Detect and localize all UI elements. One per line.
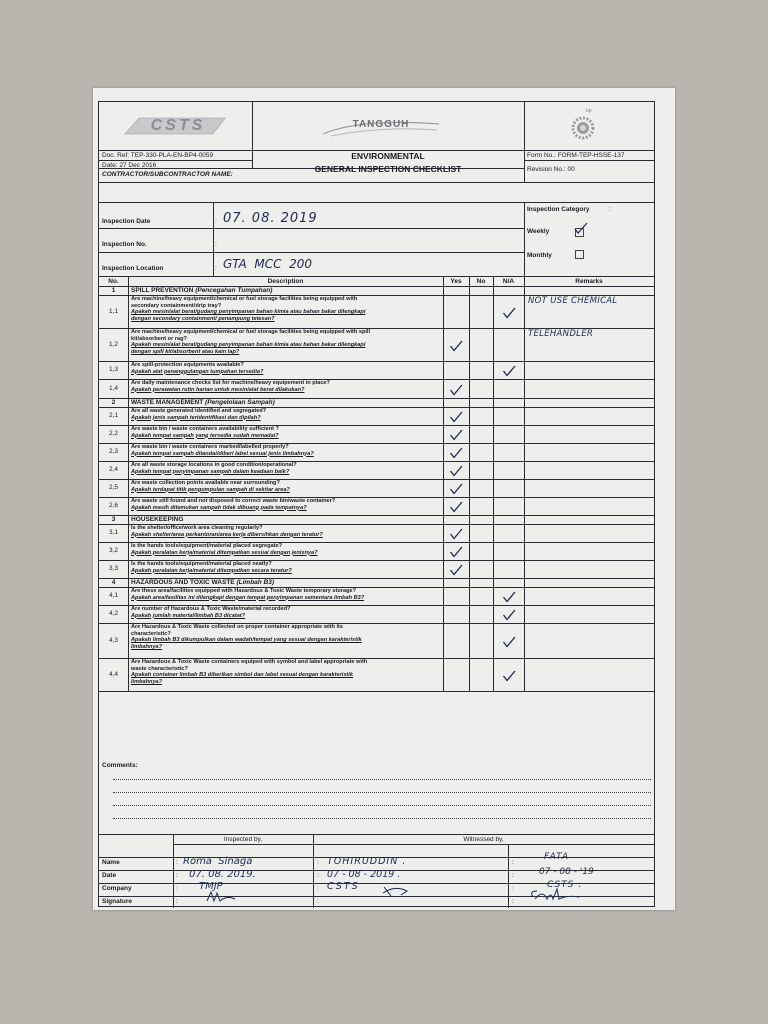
- na-cell[interactable]: [493, 605, 524, 623]
- colon: :: [176, 872, 178, 879]
- section-title: [131, 287, 272, 295]
- no-cell[interactable]: [469, 587, 493, 605]
- check-mark-icon: [449, 339, 461, 349]
- form-title-line2: GENERAL INSPECTION CHECKLIST: [314, 164, 462, 174]
- item-description-id: Apakah alat penanggulangan tumpahan tersedia?: [131, 368, 264, 375]
- colon: :: [512, 859, 514, 866]
- check-mark-icon: [502, 364, 514, 374]
- yes-cell[interactable]: [443, 407, 469, 425]
- item-description: [131, 498, 441, 511]
- company-label: Company: [102, 885, 132, 892]
- section-title-en: HAZARDOUS AND TOXIC WASTE: [131, 579, 235, 586]
- section-row: [99, 578, 654, 587]
- checklist-sheet: [93, 88, 675, 910]
- row-number: 4,4: [108, 670, 119, 678]
- section-title: [131, 399, 275, 407]
- item-description-en: Are these area/facilities equipped with Hazardous & Toxic Waste temporary storage?: [131, 588, 357, 594]
- checklist-row: [99, 461, 654, 479]
- inspector-name[interactable]: Roma Sinaga: [183, 856, 253, 867]
- yes-cell[interactable]: [443, 524, 469, 542]
- colon: :: [176, 885, 178, 892]
- row-number: 2,5: [108, 484, 119, 492]
- na-cell[interactable]: [493, 560, 524, 578]
- bp-helios-icon: [566, 108, 600, 142]
- weekly-check-mark: [573, 221, 589, 235]
- row-number: 2,3: [108, 448, 119, 456]
- item-description-id: dengan secondary containment/ penampung tetesan?: [131, 315, 275, 322]
- checklist-row: [99, 425, 654, 443]
- yes-cell[interactable]: [443, 587, 469, 605]
- item-description-id: Apakah limbah B3 dikumpulkan dalam wadah/tempat yang sesuai dengan karakteristik: [131, 637, 362, 644]
- section-row: [99, 515, 654, 524]
- item-description: [131, 462, 441, 475]
- row-number: 1,3: [108, 366, 119, 374]
- row-number: 1,1: [108, 307, 119, 315]
- column-header-na: N/A: [502, 277, 515, 285]
- revision-number: Revision No.: 00: [527, 166, 575, 173]
- item-description-id: Apakah terdapat titik pengumpulan sampah di sekitar area?: [131, 486, 290, 493]
- item-description-id: Apakah mesin/alat berat/gudang penyimpanan bahan kimia atau bahan bakar dilengkapi: [131, 342, 366, 349]
- contractor-label: CONTRACTOR/SUBCONTRACTOR NAME:: [102, 171, 233, 178]
- check-mark-icon: [449, 545, 461, 555]
- na-cell[interactable]: [493, 479, 524, 497]
- column-header-description: Description: [267, 277, 304, 285]
- yes-cell[interactable]: [443, 623, 469, 658]
- inspection-number-label: Inspection No.: [102, 241, 147, 248]
- row-number: 3,2: [108, 547, 119, 555]
- yes-cell[interactable]: [443, 328, 469, 361]
- inspection-location-label: Inspection Location: [102, 265, 164, 272]
- no-cell[interactable]: [469, 361, 493, 379]
- remarks-cell[interactable]: TELEHANDLER: [528, 329, 594, 339]
- item-description: [131, 561, 441, 574]
- witness1-signature[interactable]: [381, 883, 411, 899]
- no-cell[interactable]: [469, 425, 493, 443]
- check-mark-icon: [449, 410, 461, 420]
- item-description-en: kit/absorbent or rag?: [131, 335, 187, 342]
- row-number: 2,6: [108, 502, 119, 510]
- no-cell[interactable]: [469, 407, 493, 425]
- item-description: [131, 380, 441, 393]
- item-description-id: Apakah tempat sampah yang tersedia sudah memadai?: [131, 432, 279, 439]
- colon: :: [317, 898, 319, 905]
- monthly-label: Monthly: [527, 252, 552, 259]
- remarks-cell[interactable]: NOT USE CHEMICAL: [528, 296, 618, 306]
- item-description: [131, 296, 441, 322]
- na-cell[interactable]: [493, 295, 524, 328]
- yes-cell[interactable]: [443, 560, 469, 578]
- inspection-date-colon: :: [215, 218, 217, 225]
- no-cell[interactable]: [469, 443, 493, 461]
- witness2-company[interactable]: CSTS .: [547, 880, 583, 890]
- no-cell[interactable]: [469, 379, 493, 398]
- item-description-id: Apakah tempat penyimpanan sampah dalam keadaan baik?: [131, 468, 290, 475]
- item-description: [131, 408, 441, 421]
- yes-cell[interactable]: [443, 605, 469, 623]
- na-cell[interactable]: [493, 587, 524, 605]
- na-cell[interactable]: [493, 658, 524, 691]
- check-mark-icon: [449, 428, 461, 438]
- yes-cell[interactable]: [443, 443, 469, 461]
- yes-cell[interactable]: [443, 461, 469, 479]
- row-number: 1: [111, 286, 116, 294]
- check-mark-icon: [449, 500, 461, 510]
- yes-cell[interactable]: [443, 542, 469, 560]
- checklist-form: [98, 101, 655, 907]
- item-description: [131, 480, 441, 493]
- colon: :: [317, 872, 319, 879]
- check-mark-icon: [449, 563, 461, 573]
- na-cell[interactable]: [493, 425, 524, 443]
- section-title-en: SPILL PREVENTION: [131, 287, 194, 294]
- row-number: 1,2: [108, 340, 119, 348]
- section-row: [99, 286, 654, 295]
- na-cell[interactable]: [493, 524, 524, 542]
- inspection-number-colon: :: [215, 241, 217, 248]
- section-title-en: HOUSEKEEPING: [131, 516, 184, 523]
- checklist-row: [99, 524, 654, 542]
- section-title-id: (Pencegahan Tumpahan): [195, 287, 273, 294]
- comment-line-3[interactable]: [113, 805, 651, 806]
- form-number: Form No.: FORM-TEP-HSSE-137: [527, 152, 625, 159]
- colon: :: [176, 898, 178, 905]
- inspector-date[interactable]: 07. 08. 2019.: [189, 869, 256, 880]
- doc-date: Date: 27 Dec 2016: [102, 161, 157, 169]
- item-description-en: Are daily maintenance checks list for machine/heavy equipement in place?: [131, 380, 330, 386]
- item-description-id: limbahnya?: [131, 678, 163, 685]
- no-cell[interactable]: [469, 524, 493, 542]
- row-number: 3,3: [108, 565, 119, 573]
- inspection-category-label: Inspection Category: [527, 206, 590, 213]
- item-description: [131, 444, 441, 457]
- item-description-en: Is the shelter/office/work area cleaning regularly?: [131, 525, 263, 531]
- item-description-id: Apakah container limbah B3 diberikan simbol dan label sesuai dengan karakteristik: [131, 672, 353, 679]
- check-mark-icon: [502, 306, 514, 316]
- yes-cell[interactable]: [443, 425, 469, 443]
- form-title-line1: ENVIRONMENTAL: [351, 151, 425, 161]
- no-cell[interactable]: [469, 328, 493, 361]
- row-number: 2,1: [108, 412, 119, 420]
- inspection-location-colon: :: [215, 265, 217, 272]
- item-description-id: limbahnya?: [131, 643, 163, 650]
- colon: :: [512, 872, 514, 879]
- check-mark-icon: [502, 608, 514, 618]
- no-cell[interactable]: [469, 461, 493, 479]
- row-number: 3,1: [108, 529, 119, 537]
- item-description-id: Apakah jenis sampah teridentifikasi dan dipilah?: [131, 414, 261, 421]
- row-number: 4,1: [108, 592, 119, 600]
- checklist-row: [99, 497, 654, 515]
- checklist-row: [99, 560, 654, 578]
- yes-cell[interactable]: [443, 497, 469, 515]
- witness1-company[interactable]: CSTS: [327, 881, 360, 892]
- checklist-row: [99, 587, 654, 605]
- item-description: [131, 659, 441, 685]
- item-description-id: Apakah mesin/alat berat/gudang penyimpanan bahan kimia atau bahan bakar dilengkapi: [131, 309, 366, 316]
- na-cell[interactable]: [493, 328, 524, 361]
- item-description-id: Apakah masih ditemukan sampah tidak dibuang pada tempatnya?: [131, 504, 307, 511]
- item-description-id: Apakah perawatan rutin harian untuk mesin/alat berat dilakukan?: [131, 386, 305, 393]
- tangguh-logo-text: TANGGUH: [352, 119, 410, 130]
- inspector-signature[interactable]: [205, 889, 241, 905]
- checklist-row: [99, 542, 654, 560]
- section-title: [131, 516, 183, 524]
- comment-line-2[interactable]: [113, 792, 651, 793]
- yes-cell[interactable]: [443, 658, 469, 691]
- bp-logo-text: bp: [586, 108, 592, 114]
- tangguh-logo: [321, 116, 441, 138]
- item-description-en: Are waste bin / waste containers marked/labelled properly?: [131, 444, 289, 450]
- na-cell[interactable]: [493, 379, 524, 398]
- checklist-row: [99, 443, 654, 461]
- yes-cell[interactable]: [443, 295, 469, 328]
- no-cell[interactable]: [469, 623, 493, 658]
- section-title: [131, 579, 274, 587]
- item-description-en: Are waste still found and not disposed to correct waste bin/waste container?: [131, 498, 336, 504]
- inspector-company[interactable]: TMJP: [199, 881, 223, 892]
- item-description-en: Are machine/heavy equipment/chemical or fuel storage facilities being equipped with: [131, 296, 358, 302]
- item-description-en: secondary containment/drip tray?: [131, 302, 222, 309]
- item-description: [131, 606, 441, 619]
- witness2-date[interactable]: 07 - 08 - '19: [539, 867, 594, 877]
- item-description: [131, 588, 441, 601]
- item-description-en: Is the hands tools/equipment/material placed neatly?: [131, 561, 272, 567]
- inspection-location-value[interactable]: GTA MCC 200: [223, 257, 313, 271]
- yes-cell[interactable]: [443, 479, 469, 497]
- item-description-id: Apakah peralatan kerja/material ditempatkan secara teratur?: [131, 567, 292, 574]
- inspected-by-label: Inspected by,: [223, 835, 263, 843]
- section-title-id: (Limbah B3): [236, 579, 275, 586]
- row-number: 3: [111, 515, 116, 523]
- item-description-en: Are waste bin / waste containers availability sufficient ?: [131, 426, 279, 432]
- checklist-row: [99, 605, 654, 623]
- row-number: 4: [111, 578, 116, 586]
- na-cell[interactable]: [493, 407, 524, 425]
- check-mark-icon: [449, 446, 461, 456]
- item-description-en: Are machine/heavy equipment/chemical or fuel storage facilities being equipped with spill: [131, 329, 371, 335]
- witnessed-by-label: Witnessed by,: [463, 835, 504, 843]
- na-cell[interactable]: [493, 623, 524, 658]
- section-title-id: (Pengelolaan Sampah): [205, 399, 275, 406]
- item-description: [131, 525, 441, 538]
- checklist-row: [99, 361, 654, 379]
- item-description-en: Are Hazardous & Toxic Waste collected on proper container appropriate with its: [131, 624, 343, 630]
- na-cell[interactable]: [493, 361, 524, 379]
- no-cell[interactable]: [469, 658, 493, 691]
- csts-logo: [121, 112, 233, 138]
- check-mark-icon: [449, 464, 461, 474]
- item-description: [131, 624, 441, 650]
- item-description: [131, 543, 441, 556]
- item-description-en: Are all waste storage locations in good condition/operational?: [131, 462, 297, 468]
- item-description: [131, 426, 441, 439]
- item-description-id: Apakah peralatan kerja/material ditempatkan sesuai dengan jenisnya?: [131, 549, 318, 556]
- witness2-name[interactable]: FATA: [544, 852, 569, 862]
- checklist-row: [99, 328, 654, 361]
- item-description: [131, 329, 441, 355]
- check-mark-icon: [502, 590, 514, 600]
- check-mark-icon: [502, 669, 514, 679]
- item-description-id: Apakah area/fasilitas ini dilengkapi dengan tempat penyimpanan sementara limbah B3?: [131, 594, 365, 601]
- witness1-name[interactable]: TOHIRUDDIN .: [327, 856, 407, 867]
- doc-ref: Doc. Ref: TEP-330-PLA-EN-BP4-0059: [102, 152, 214, 159]
- row-number: 4,3: [108, 636, 119, 644]
- check-mark-icon: [449, 482, 461, 492]
- no-cell[interactable]: [469, 479, 493, 497]
- item-description-en: Are all waste generated identified and segregated?: [131, 408, 267, 414]
- inspection-category-colon: :: [609, 206, 611, 213]
- item-description-en: Are Hazardous & Toxic Waste containers equiped with symbol and label appropriate with: [131, 659, 368, 665]
- no-cell[interactable]: [469, 605, 493, 623]
- weekly-label: Weekly: [527, 228, 550, 235]
- column-header-no-compliance: No: [476, 277, 486, 285]
- colon: :: [176, 859, 178, 866]
- no-cell[interactable]: [469, 295, 493, 328]
- no-cell[interactable]: [469, 542, 493, 560]
- na-cell[interactable]: [493, 461, 524, 479]
- checklist-row: [99, 407, 654, 425]
- signature-label: Signature: [102, 898, 132, 905]
- row-number: 1,4: [108, 384, 119, 392]
- witness1-date[interactable]: 07 - 08 - 2019 .: [327, 869, 401, 880]
- item-description-id: Apakah jumlah material/limbah B3 dicatat?: [131, 612, 246, 619]
- witness2-signature[interactable]: [527, 887, 583, 905]
- checklist-row: [99, 379, 654, 398]
- checklist-row: [99, 295, 654, 328]
- na-cell[interactable]: [493, 497, 524, 515]
- na-cell[interactable]: [493, 542, 524, 560]
- comments-label: Comments:: [102, 762, 138, 769]
- checklist-row: [99, 623, 654, 658]
- section-row: [99, 398, 654, 407]
- yes-cell[interactable]: [443, 379, 469, 398]
- item-description-id: dengan spill kit/absorbent atau kain lap?: [131, 348, 240, 355]
- no-cell[interactable]: [469, 497, 493, 515]
- comment-line-1[interactable]: [113, 779, 651, 780]
- inspection-date-label: Inspection Date: [102, 218, 151, 225]
- row-number: 2: [111, 398, 116, 406]
- check-mark-icon: [449, 383, 461, 393]
- item-description-id: Apakah tempat sampah ditandai/diberi label sesuai jenis limbahnya?: [131, 450, 314, 457]
- column-header-no: No.: [108, 277, 119, 285]
- yes-cell[interactable]: [443, 361, 469, 379]
- no-cell[interactable]: [469, 560, 493, 578]
- check-mark-icon: [502, 635, 514, 645]
- item-description-en: characteristic?: [131, 630, 171, 637]
- comment-line-4[interactable]: [113, 818, 651, 819]
- row-number: 2,4: [108, 466, 119, 474]
- column-header-remarks: Remarks: [575, 277, 603, 285]
- item-description-id: Apakah shelter/area perkantoran/area kerja dibersihkan dengan teratur?: [131, 531, 323, 538]
- column-header-yes: Yes: [450, 277, 462, 285]
- na-cell[interactable]: [493, 443, 524, 461]
- item-description-en: waste characteristic?: [131, 665, 188, 672]
- colon: :: [512, 885, 514, 892]
- checklist-row: [99, 658, 654, 691]
- colon: :: [317, 885, 319, 892]
- section-title-en: WASTE MANAGEMENT: [131, 399, 204, 406]
- inspection-date-value[interactable]: 07. 08. 2019: [223, 211, 318, 226]
- bp-helios-logo: [566, 108, 600, 142]
- item-description-en: Are number of Hazardous & Toxic Waste/material recorded?: [131, 606, 291, 612]
- date-label: Date: [102, 872, 117, 879]
- check-mark-icon: [449, 527, 461, 537]
- item-description: [131, 362, 441, 375]
- monthly-checkbox[interactable]: [575, 250, 584, 259]
- csts-logo-text: CSTS: [150, 117, 206, 134]
- item-description-en: Are waste collection points available near surrounding?: [131, 480, 280, 486]
- row-number: 4,2: [108, 610, 119, 618]
- colon: :: [512, 898, 514, 905]
- item-description-en: Is the hands tools/equipment/material placed segregate?: [131, 543, 283, 549]
- item-description-en: Are spill-protection equipments available?: [131, 362, 244, 368]
- name-label: Name: [102, 859, 120, 866]
- row-number: 2,2: [108, 430, 119, 438]
- checklist-row: [99, 479, 654, 497]
- colon: :: [317, 859, 319, 866]
